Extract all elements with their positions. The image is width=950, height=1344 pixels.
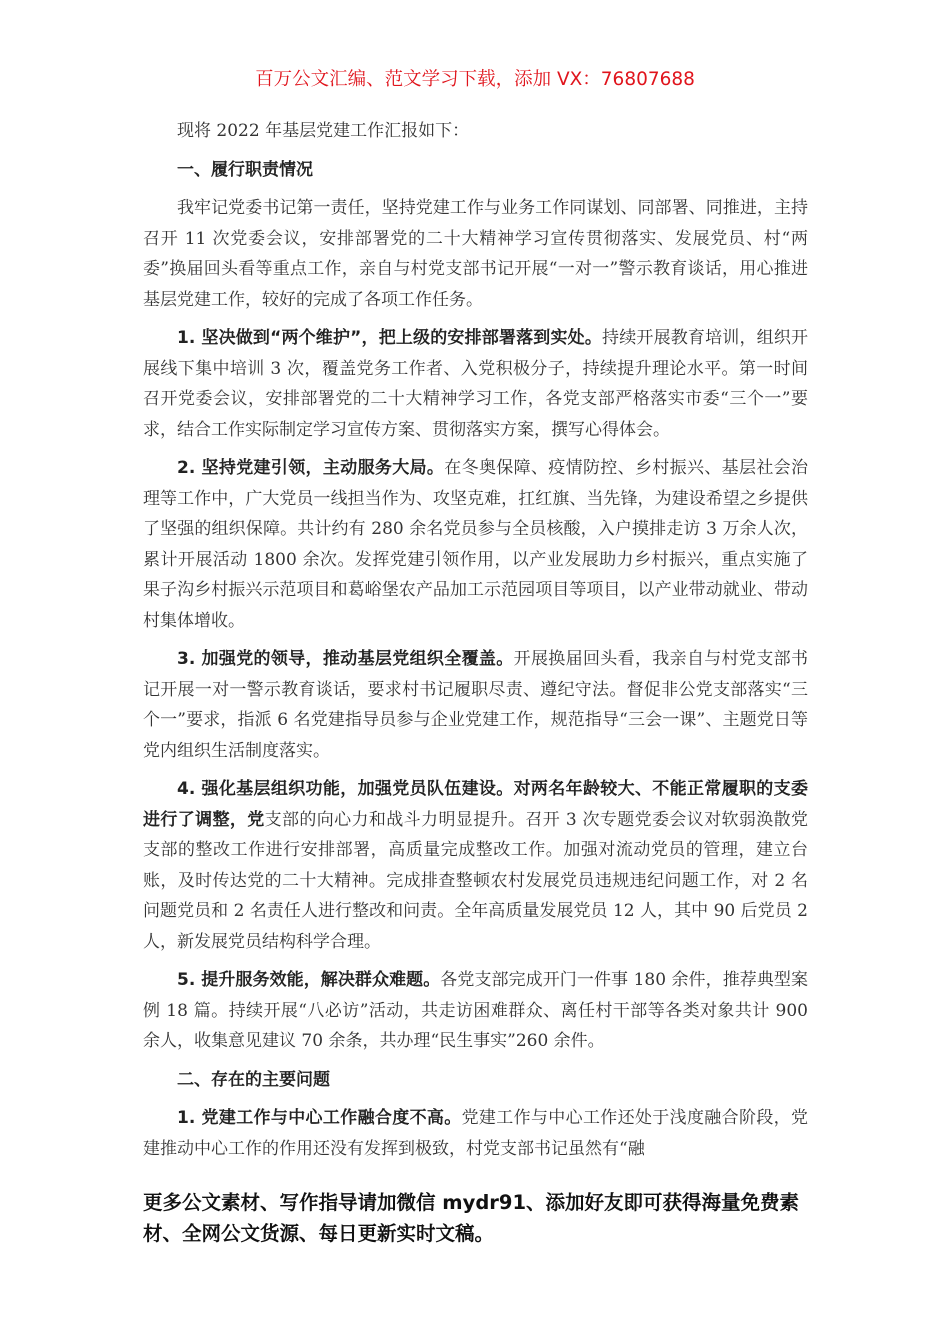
item-lead: 1. 党建工作与中心工作融合度不高。 <box>177 1108 462 1128</box>
item-lead: 3. 加强党的领导，推动基层党组织全覆盖。 <box>177 649 514 669</box>
footer-promo-note: 更多公文素材、写作指导请加微信 mydr91、添加好友即可获得海量免费素材、全网公文货源、每日更新实时文稿。 <box>143 1191 800 1245</box>
item-lead: 1. 坚决做到“两个维护”，把上级的安排部署落到实处。 <box>177 328 603 348</box>
section-1-item-5 <box>143 965 808 1057</box>
section-1-item-3 <box>143 644 808 766</box>
section-1-item-1 <box>143 323 808 445</box>
section-2-heading: 二、存在的主要问题 <box>177 1069 330 1090</box>
item-text: 持续开展教育培训，组织开展线下集中培训 3 次，覆盖党务工作者、入党积极分子，持续提升理论水平。第一时间召开党委会议，安排部署党的二十大精神学习工作，各党支部严格落实市委“三个一”要求，结合工作实际制定学习宣传方案、贯彻落实方案，撰写心得体会。 <box>143 328 808 440</box>
section-1-heading: 一、履行职责情况 <box>177 159 313 180</box>
section-1-item-2 <box>143 453 808 636</box>
item-text: 在冬奥保障、疫情防控、乡村振兴、基层社会治理等工作中，广大党员一线担当作为、攻坚克难，扛红旗、当先锋，为建设希望之乡提供了坚强的组织保障。共计约有 280 余名党员参与全员核酸，入户摸排走访 3 万余人次，累计开展活动 1800 余次。发挥党建引领作用，以产业发展助力乡村振兴，重点实施了果子沟乡村振兴示范项目和葛峪堡农产品加工示范园项目等项目，以产业带动就业、带动村集体增收。 <box>143 458 808 631</box>
item-lead: 4. 强化基层组织功能，加强党员队伍建设。对两名年龄较大、不能正常履职的支委进行了调整，党 <box>143 779 808 830</box>
item-text: 开展换届回头看，我亲自与村党支部书记开展一对一警示教育谈话，要求村书记履职尽责、遵纪守法。督促非公党支部落实“三个一”要求，指派 6 名党建指导员参与企业党建工作，规范指导“三会一课”、主题党日等党内组织生活制度落实。 <box>143 649 808 761</box>
section-1-item-4 <box>143 774 808 957</box>
section-2-item-1 <box>143 1103 808 1164</box>
intro-paragraph: 现将 2022 年基层党建工作汇报如下： <box>177 121 470 141</box>
item-text: 各党支部完成开门一件事 180 余件，推荐典型案例 18 篇。持续开展“八必访”活动，共走访困难群众、离任村干部等各类对象共计 900 余人，收集意见建议 70 余条，共办理“民生事实”260 余件。 <box>143 970 808 1051</box>
item-text: 党建工作与中心工作还处于浅度融合阶段，党建推动中心工作的作用还没有发挥到极致，村党支部书记虽然有“融 <box>143 1108 808 1159</box>
item-lead: 2. 坚持党建引领，主动服务大局。 <box>177 458 445 478</box>
section-1-overview: 我牢记党委书记第一责任，坚持党建工作与业务工作同谋划、同部署、同推进，主持召开 11 次党委会议，安排部署党的二十大精神学习宣传贯彻落实、发展党员、村“两委”换届回头看等重点工作，亲自与村党支部书记开展“一对一”警示教育谈话，用心推进基层党建工作，较好的完成了各项工作任务。 <box>143 198 808 310</box>
header-banner: 百万公文汇编、范文学习下载，添加 VX：76807688 <box>255 69 695 90</box>
item-lead: 5. 提升服务效能，解决群众难题。 <box>177 970 441 990</box>
document-body <box>143 116 808 1164</box>
item-text: 支部的向心力和战斗力明显提升。召开 3 次专题党委会议对软弱涣散党支部的整改工作进行安排部署，高质量完成整改工作。加强对流动党员的管理，建立台账，及时传达党的二十大精神。完成排查整顿农村发展党员违规违纪问题工作，对 2 名问题党员和 2 名责任人进行整改和问责。全年高质量发展党员 12 人，其中 90 后党员 2 人，新发展党员结构科学合理。 <box>143 809 809 952</box>
